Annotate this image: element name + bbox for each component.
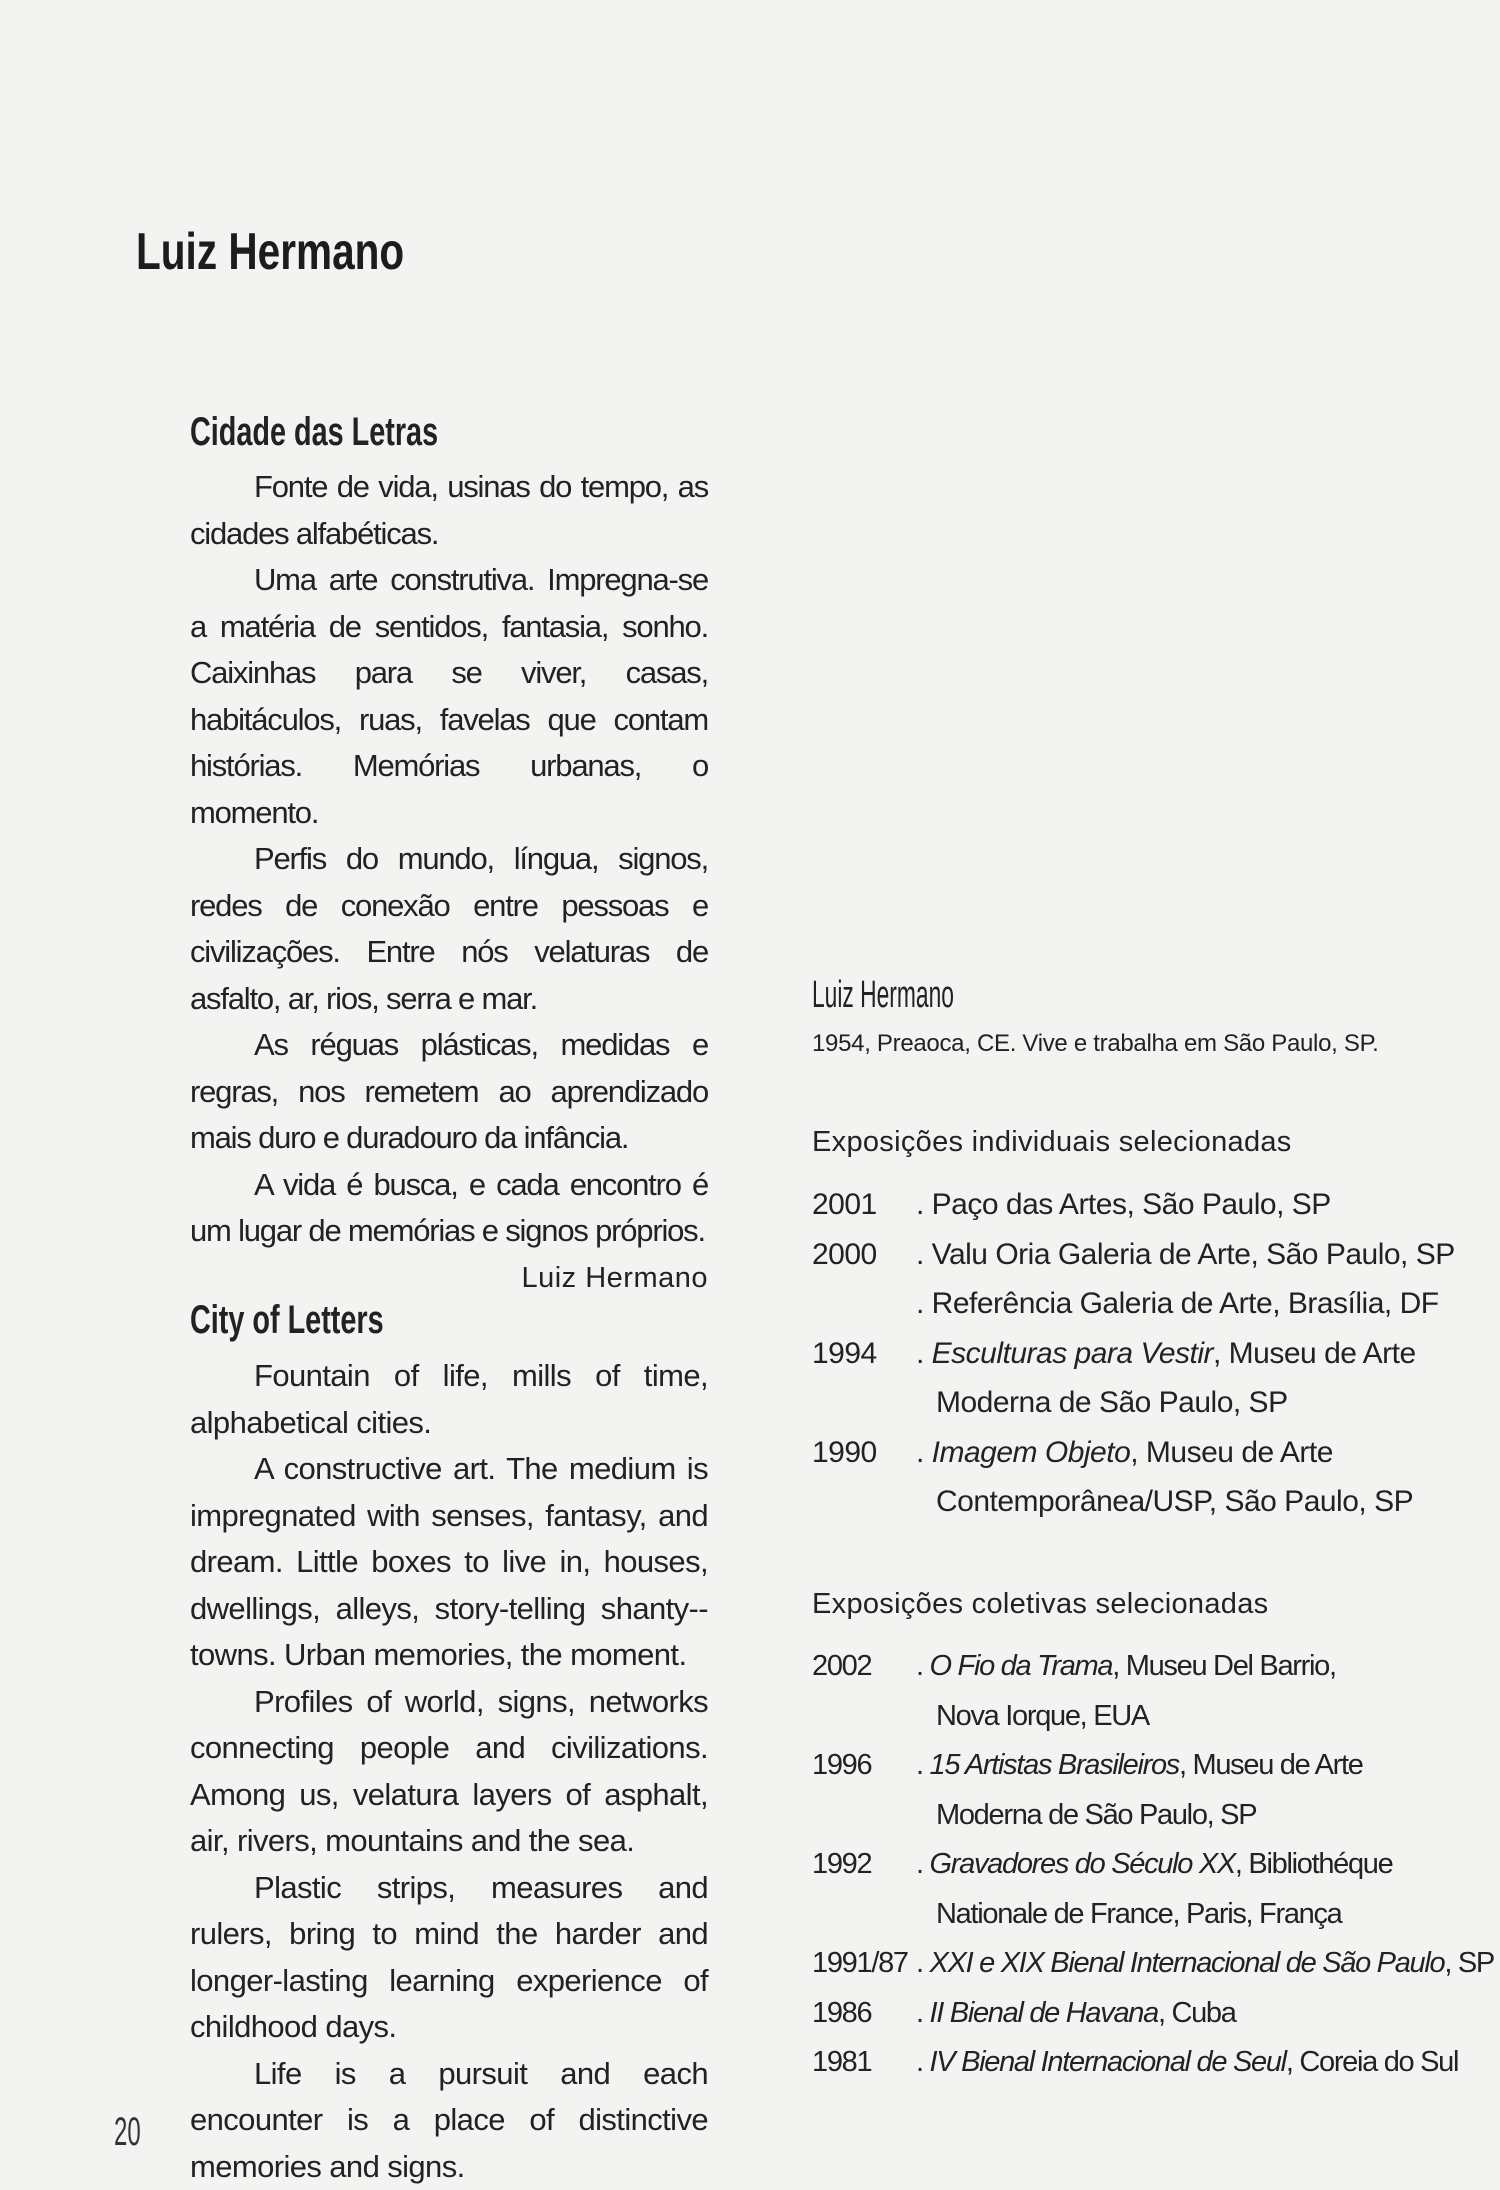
bullet-dot: . bbox=[916, 1947, 930, 1979]
page-title: Luiz Hermano bbox=[136, 222, 404, 282]
exhibition-venue: , Museu Del Barrio, bbox=[1112, 1650, 1336, 1682]
exhibition-text: . Paço das Artes, São Paulo, SP bbox=[916, 1180, 1331, 1230]
bullet-dot: . bbox=[916, 2046, 930, 2078]
bullet-dot: . bbox=[916, 1997, 930, 2029]
pt-paragraph: Fonte de vida, usinas do tempo, as cidades alfabéticas. bbox=[190, 464, 708, 557]
exhibition-title: 15 Artistas Brasileiros bbox=[930, 1749, 1179, 1781]
individual-exhibitions-heading: Exposições individuais selecionadas bbox=[812, 1126, 1292, 1159]
en-paragraph: A constructive art. The medium is impregnated with senses, fantasy, and dream. Little boxes to live in, houses, dwellings, alleys, story-telling shanty-- towns. Urban memories, the moment. bbox=[190, 1446, 708, 1679]
exhibition-venue: , Cuba bbox=[1158, 1997, 1236, 2029]
exhibition-text-continued: Nationale de France, Paris, França bbox=[936, 1890, 1342, 1940]
exhibition-year: 1986 bbox=[812, 1989, 871, 2039]
exhibition-title: O Fio da Trama bbox=[930, 1650, 1113, 1682]
pt-text bbox=[190, 464, 708, 1301]
bio-info: 1954, Preaoca, CE. Vive e trabalha em São Paulo, SP. bbox=[812, 1030, 1379, 1058]
exhibition-year: 1991/87 bbox=[812, 1939, 908, 1989]
pt-signature: Luiz Hermano bbox=[190, 1255, 708, 1302]
bullet-dot: . bbox=[916, 1848, 930, 1880]
exhibition-row bbox=[812, 1378, 1472, 1428]
pt-paragraph: Perfis do mundo, língua, signos, redes de conexão entre pessoas e civilizações. Entre nós velaturas de asfalto, ar, rios, serra e mar. bbox=[190, 836, 708, 1022]
exhibition-year: 1994 bbox=[812, 1329, 877, 1379]
exhibition-venue: , SP bbox=[1444, 1947, 1494, 1979]
exhibition-text bbox=[916, 1642, 1336, 1692]
exhibition-venue: , Museu de Arte bbox=[1130, 1436, 1333, 1469]
exhibition-text bbox=[916, 1741, 1363, 1791]
exhibition-row bbox=[812, 1477, 1472, 1527]
exhibition-row bbox=[812, 1890, 1472, 1940]
exhibition-row bbox=[812, 1692, 1472, 1742]
pt-paragraph: As réguas plásticas, medidas e regras, nos remetem ao aprendizado mais duro e duradouro da infância. bbox=[190, 1022, 708, 1162]
exhibition-row bbox=[812, 1989, 1472, 2039]
bullet-dot: . bbox=[916, 1650, 930, 1682]
exhibition-text: . Valu Oria Galeria de Arte, São Paulo, SP bbox=[916, 1230, 1455, 1280]
exhibition-venue: , Museu de Arte bbox=[1213, 1337, 1416, 1370]
exhibition-title: XXI e XIX Bienal Internacional de São Paulo bbox=[930, 1947, 1445, 1979]
exhibition-text bbox=[916, 1939, 1494, 1989]
exhibition-text-continued: Moderna de São Paulo, SP bbox=[936, 1791, 1256, 1841]
exhibition-text bbox=[916, 1840, 1392, 1890]
exhibition-venue: , Coreia do Sul bbox=[1286, 2046, 1458, 2078]
exhibition-venue: , Bibliothéque bbox=[1235, 1848, 1393, 1880]
exhibition-text bbox=[916, 1428, 1333, 1478]
exhibition-year: 1990 bbox=[812, 1428, 877, 1478]
en-paragraph: Life is a pursuit and each encounter is a place of distinctive memories and signs. bbox=[190, 2051, 708, 2190]
exhibition-title: II Bienal de Havana bbox=[930, 1997, 1158, 2029]
bullet-dot: . bbox=[916, 1337, 932, 1370]
exhibition-year: 2000 bbox=[812, 1230, 877, 1280]
exhibition-year: 2001 bbox=[812, 1180, 877, 1230]
exhibition-row bbox=[812, 1840, 1472, 1890]
exhibition-row bbox=[812, 1180, 1472, 1230]
exhibition-row bbox=[812, 1428, 1472, 1478]
exhibition-row bbox=[812, 1642, 1472, 1692]
exhibition-text: . Referência Galeria de Arte, Brasília, DF bbox=[916, 1279, 1439, 1329]
exhibition-row bbox=[812, 2038, 1472, 2088]
en-paragraph: Fountain of life, mills of time, alphabetical cities. bbox=[190, 1353, 708, 1446]
exhibition-row bbox=[812, 1329, 1472, 1379]
exhibition-year: 1981 bbox=[812, 2038, 871, 2088]
exhibition-title: Gravadores do Século XX bbox=[930, 1848, 1235, 1880]
exhibition-title: Imagem Objeto bbox=[932, 1436, 1131, 1469]
pt-paragraph: Uma arte construtiva. Impregna-se a matéria de sentidos, fantasia, sonho. Caixinhas para se viver, casas, habitáculos, ruas, favelas que contam histórias. Memórias urbanas, o momento. bbox=[190, 557, 708, 836]
exhibition-row bbox=[812, 1791, 1472, 1841]
exhibition-text bbox=[916, 1329, 1416, 1379]
exhibition-row bbox=[812, 1939, 1472, 1989]
pt-paragraph: A vida é busca, e cada encontro é um lugar de memórias e signos próprios. bbox=[190, 1162, 708, 1255]
exhibition-text bbox=[916, 1989, 1236, 2039]
exhibition-text-continued: Moderna de São Paulo, SP bbox=[936, 1378, 1288, 1428]
exhibition-text-continued: Contemporânea/USP, São Paulo, SP bbox=[936, 1477, 1413, 1527]
exhibition-row bbox=[812, 1741, 1472, 1791]
en-text bbox=[190, 1353, 708, 2190]
en-heading: City of Letters bbox=[190, 1298, 384, 1343]
exhibition-venue: , Museu de Arte bbox=[1179, 1749, 1363, 1781]
pt-heading: Cidade das Letras bbox=[190, 410, 438, 455]
exhibition-year: 1992 bbox=[812, 1840, 871, 1890]
exhibition-year: 1996 bbox=[812, 1741, 871, 1791]
exhibition-year: 2002 bbox=[812, 1642, 871, 1692]
exhibition-text-continued: Nova Iorque, EUA bbox=[936, 1692, 1149, 1742]
bullet-dot: . bbox=[916, 1436, 932, 1469]
collective-exhibitions-list bbox=[812, 1642, 1472, 2088]
en-paragraph: Plastic strips, measures and rulers, bring to mind the harder and longer-lasting learning experience of childhood days. bbox=[190, 1865, 708, 2051]
bio-name: Luiz Hermano bbox=[812, 974, 954, 1017]
exhibition-title: IV Bienal Internacional de Seul bbox=[930, 2046, 1286, 2078]
individual-exhibitions-list bbox=[812, 1180, 1472, 1527]
page-number: 20 bbox=[114, 2110, 141, 2155]
exhibition-title: Esculturas para Vestir bbox=[932, 1337, 1213, 1370]
collective-exhibitions-heading: Exposições coletivas selecionadas bbox=[812, 1588, 1268, 1621]
exhibition-text bbox=[916, 2038, 1458, 2088]
exhibition-row bbox=[812, 1230, 1472, 1280]
en-paragraph: Profiles of world, signs, networks connecting people and civilizations. Among us, velatura layers of asphalt, air, rivers, mountains and the sea. bbox=[190, 1679, 708, 1865]
exhibition-row bbox=[812, 1279, 1472, 1329]
bullet-dot: . bbox=[916, 1749, 930, 1781]
